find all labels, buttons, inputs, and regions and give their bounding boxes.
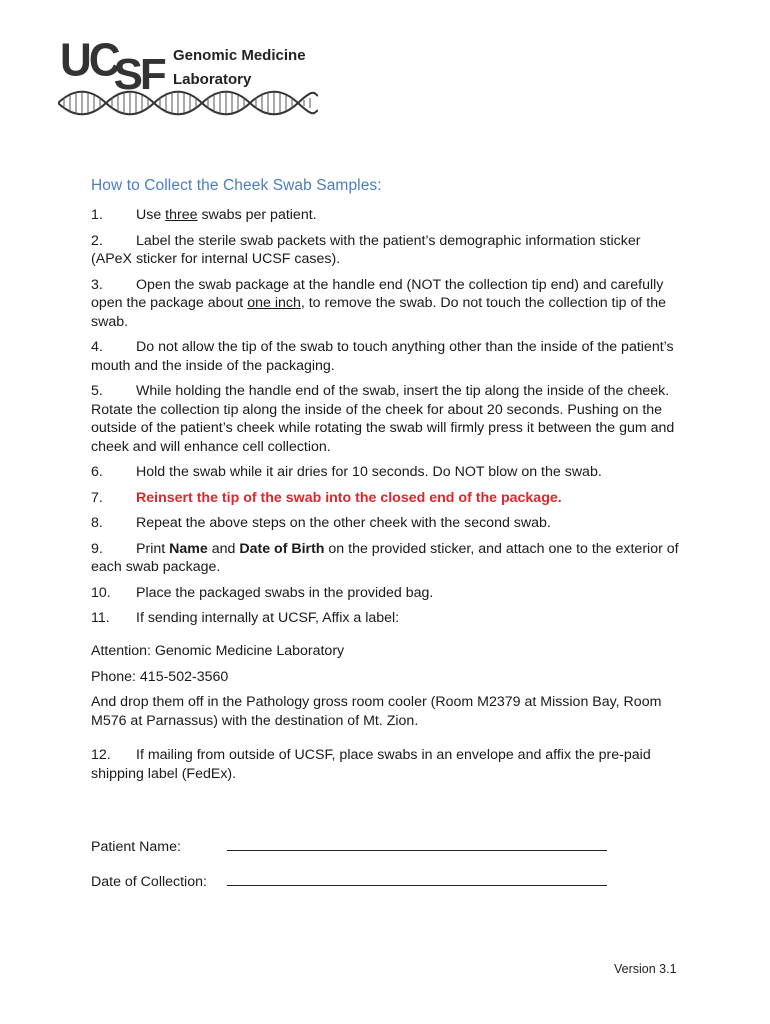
step-8: 8. Repeat the above steps on the other cheek with the second swab.: [91, 515, 551, 531]
ucsf-wordmark: UCSF: [60, 34, 164, 99]
page-title: How to Collect the Cheek Swab Samples:: [91, 177, 382, 194]
phone-line: Phone: 415-502-3560: [91, 668, 229, 685]
step-1: 1. Use three swabs per patient.: [91, 207, 317, 223]
step-3: 3. Open the swab package at the handle end (NOT the collection tip end) and carefully open the package about one inch, to remove the swab. Do not touch the collection tip of the swab.: [91, 276, 666, 330]
step-4: 4. Do not allow the tip of the swab to touch anything other than the inside of the patient’s mouth and the inside of the packaging.: [91, 339, 674, 374]
date-of-collection-field: [91, 873, 607, 890]
step-6: 6. Hold the swab while it air dries for 10 seconds. Do NOT blow on the swab.: [91, 464, 602, 480]
dropoff-instructions: And drop them off in the Pathology gross room cooler (Room M2379 at Mission Bay, Room M576 at Parnassus) with the destination of Mt. Zion.: [91, 694, 662, 729]
date-of-collection-blank[interactable]: [227, 873, 607, 886]
step-9: 9. Print Name and Date of Birth on the provided sticker, and attach one to the exterior of each swab package.: [91, 540, 679, 575]
version-label: Version 3.1: [614, 962, 677, 976]
attention-line: Attention: Genomic Medicine Laboratory: [91, 643, 345, 659]
step-2: 2. Label the sterile swab packets with the patient’s demographic information sticker (APeX sticker for internal UCSF cases).: [91, 232, 641, 267]
patient-name-blank[interactable]: [227, 838, 607, 851]
ucsf-logo: [58, 36, 358, 126]
step-11: 11. If sending internally at UCSF, Affix a label:: [91, 610, 400, 626]
dna-helix-icon: [58, 88, 318, 118]
step-10: 10. Place the packaged swabs in the provided bag.: [91, 584, 434, 601]
step-12: 12. If mailing from outside of UCSF, place swabs in an envelope and affix the pre-paid shipping label (FedEx).: [91, 747, 651, 782]
step-5: 5. While holding the handle end of the swab, insert the tip along the inside of the cheek. Rotate the collection tip along the inside of the cheek for about 20 seconds. Pushing on the outside of the patient’s cheek while rotating the swab will firmly press it between the gum and cheek and will enhance cell collection.: [91, 383, 675, 455]
alert-text: Reinsert the tip of the swab into the closed end of the package.: [136, 489, 562, 506]
step-7: 7. Reinsert the tip of the swab into the closed end of the package.: [91, 489, 562, 506]
patient-name-field: [91, 838, 607, 855]
lab-name: Genomic Medicine Laboratory: [173, 47, 306, 88]
instruction-list: [91, 206, 681, 635]
attention-label-block: [91, 642, 681, 737]
patient-name-label: Patient Name:: [91, 839, 181, 855]
date-of-collection-label: Date of Collection:: [91, 874, 207, 890]
